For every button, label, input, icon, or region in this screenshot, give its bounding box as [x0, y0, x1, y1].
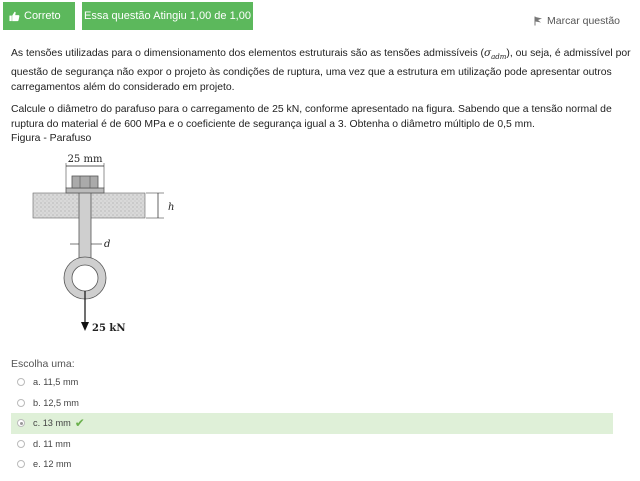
answer-option-a[interactable]: [11, 372, 613, 393]
radio-d[interactable]: [17, 440, 25, 448]
washer: [66, 188, 104, 193]
correct-badge: [3, 2, 75, 30]
flag-question-link[interactable]: [534, 15, 620, 27]
thumbs-up-icon: [9, 11, 20, 22]
answer-label-d: d. 11 mm: [33, 438, 71, 449]
question-paragraph-2: Calcule o diâmetro do parafuso para o carregamento de 25 kN, conforme apresentado na figura. Sabendo que a tensão normal de ruptura do material é de 600 MPa e o coeficiente de segurança igual a 3. Obtenha o diâmetro múltiplo de 0,5 mm.: [11, 103, 612, 130]
answer-option-b[interactable]: [11, 393, 613, 414]
answer-label-c: c. 13 mm: [33, 418, 71, 429]
sigma-symbol: σ: [484, 47, 492, 59]
bolt-shaft: [79, 187, 91, 262]
radio-a[interactable]: [17, 378, 25, 386]
check-icon: ✔: [74, 416, 85, 431]
h-label: h: [168, 202, 175, 213]
nut: [72, 176, 98, 188]
answer-list: [11, 372, 613, 475]
correct-label: Correto: [24, 10, 61, 22]
bolt-figure: [28, 150, 178, 340]
sigma-adm: [484, 47, 507, 62]
question-p1-start: As tensões utilizadas para o dimensionamento dos elementos estruturais são as tensões admissíveis (: [11, 48, 485, 59]
answer-label-e: e. 12 mm: [33, 459, 72, 470]
answer-option-c[interactable]: [11, 413, 613, 434]
question-p1-end: ), ou seja, é admissível por questão de segurança não expor o projeto às condições de ruptura, uma vez que a estrutura em utilização pode apresentar outros carregamentos além do considerado em projeto.: [11, 48, 631, 94]
figure-label: Figura - Parafuso: [11, 133, 92, 144]
sigma-subscript: adm: [491, 53, 507, 62]
answer-label-a: a. 11,5 mm: [33, 377, 79, 388]
answer-prompt: Escolha uma:: [11, 358, 75, 370]
flag-icon: [534, 16, 543, 26]
answer-label-b: b. 12,5 mm: [33, 397, 79, 408]
top-dimension-label: 25 mm: [67, 154, 103, 165]
answer-option-d[interactable]: [11, 434, 613, 455]
radio-c[interactable]: [17, 419, 25, 427]
d-label: d: [104, 239, 111, 250]
load-label: 25 kN: [92, 323, 126, 334]
question-paragraph-1: [11, 46, 631, 96]
flag-label: Marcar questão: [547, 15, 620, 27]
score-badge: [82, 2, 253, 30]
question-text: [11, 46, 631, 138]
question-header: [0, 0, 640, 40]
radio-e[interactable]: [17, 460, 25, 468]
radio-b[interactable]: [17, 399, 25, 407]
score-label: Essa questão Atingiu 1,00 de 1,00: [84, 10, 251, 22]
answer-option-e[interactable]: [11, 454, 613, 475]
